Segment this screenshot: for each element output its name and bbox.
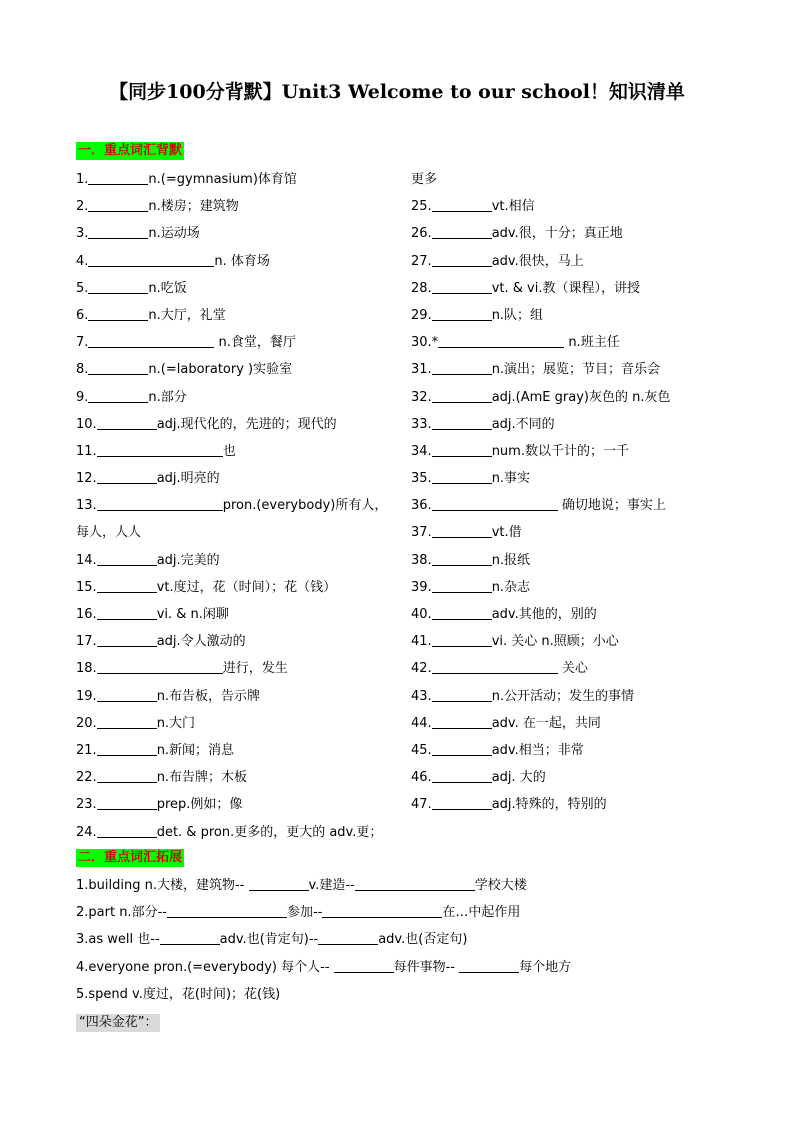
item-number: 4.: [76, 253, 89, 269]
answer-blank[interactable]: [432, 659, 558, 674]
vocab-item: [411, 683, 721, 710]
item-definition: adv.很快，马上: [491, 253, 584, 269]
vocab-item: [411, 302, 721, 329]
item-definition: vi. 关心 n.照顾；小心: [491, 634, 619, 650]
item-definition: 每人，人人: [76, 525, 142, 541]
expansion-item: [76, 954, 726, 981]
item-definition: det. & pron.更多的，更大的 adv.更；: [156, 824, 383, 840]
answer-blank[interactable]: [432, 252, 492, 267]
section-heading-vocabulary: 一．重点词汇背默: [78, 143, 183, 158]
vocab-item: [76, 683, 396, 710]
expansion-text: 参加--: [286, 905, 323, 921]
vocab-item: [411, 519, 721, 546]
expansion-text: 在…中起作用: [442, 905, 521, 921]
answer-blank[interactable]: [432, 360, 492, 375]
item-definition: n.布告板，告示牌: [156, 688, 261, 704]
vocab-item: [411, 275, 721, 302]
item-number: 5.: [76, 280, 89, 296]
item-number: 45.: [411, 742, 432, 758]
item-definition: n.班主任: [564, 335, 620, 351]
item-number: 16.: [76, 607, 97, 622]
answer-blank[interactable]: [167, 903, 287, 918]
vocab-item: [411, 248, 721, 275]
vocab-item: [76, 574, 396, 601]
answer-blank[interactable]: [97, 469, 157, 484]
answer-blank[interactable]: [88, 306, 148, 321]
item-number: 24.: [76, 824, 97, 840]
item-definition: n.(=gymnasium)体育馆: [148, 172, 297, 187]
vocab-item: [76, 166, 396, 193]
answer-blank[interactable]: [88, 252, 214, 267]
answer-blank[interactable]: [432, 469, 492, 484]
item-definition: adj.不同的: [491, 416, 555, 432]
item-definition: adj.完美的: [156, 552, 220, 568]
item-definition: adv.相当；非常: [491, 742, 584, 758]
answer-blank[interactable]: [249, 876, 309, 891]
answer-blank[interactable]: [432, 197, 492, 212]
answer-blank[interactable]: [432, 523, 492, 538]
answer-blank[interactable]: [432, 415, 492, 430]
item-number: 36.: [411, 498, 432, 514]
item-definition: vt.度过，花（时间）；花（钱）: [156, 579, 337, 595]
item-number: 6.: [76, 307, 89, 323]
item-number: 33.: [411, 416, 432, 432]
answer-blank[interactable]: [334, 958, 394, 973]
answer-blank[interactable]: [432, 224, 492, 239]
vocab-item: [411, 492, 721, 519]
answer-blank[interactable]: [97, 496, 223, 511]
item-definition: n.食堂，餐厅: [214, 335, 296, 351]
answer-blank[interactable]: [432, 741, 492, 756]
vocab-item: [411, 384, 721, 411]
item-definition: 进行，发生: [222, 661, 288, 677]
item-definition: n.布告牌；木板: [156, 770, 248, 786]
answer-blank[interactable]: [432, 578, 492, 593]
answer-blank[interactable]: [88, 170, 148, 185]
vocab-item: [76, 601, 396, 628]
vocab-item: [411, 465, 721, 492]
item-definition: adj. 大的: [491, 770, 546, 786]
answer-blank[interactable]: [88, 279, 148, 294]
item-number: 31.: [411, 362, 432, 378]
item-definition: n.队；组: [491, 307, 544, 323]
item-number: 3.: [76, 226, 89, 242]
item-number: 17.: [76, 634, 97, 650]
item-definition: n.大厅，礼堂: [148, 307, 226, 323]
item-definition: n.大门: [156, 715, 196, 731]
answer-blank[interactable]: [88, 224, 148, 239]
answer-blank[interactable]: [97, 768, 157, 783]
item-definition: n.事实: [491, 471, 531, 487]
item-definition: adj.(AmE gray)灰色的 n.灰色: [491, 389, 671, 405]
vocab-item: [76, 465, 396, 492]
answer-blank[interactable]: [97, 823, 157, 838]
expansion-text: 3.as well 也--: [76, 932, 160, 948]
vocab-item: [76, 411, 396, 438]
expansion-text: adv.也(否定句): [378, 932, 468, 948]
answer-blank[interactable]: [432, 768, 492, 783]
answer-blank[interactable]: [432, 388, 492, 403]
item-definition: n.报纸: [491, 552, 531, 568]
answer-blank[interactable]: [88, 388, 148, 403]
vocab-item: [76, 547, 396, 574]
answer-blank[interactable]: [322, 903, 442, 918]
item-definition: n.杂志: [491, 579, 531, 595]
vocab-item: [411, 655, 721, 682]
item-number: 42.: [411, 661, 432, 677]
answer-blank[interactable]: [97, 687, 157, 702]
vocab-item: [411, 574, 721, 601]
page-title: 【同步100分背默】Unit3 Welcome to our school！知识清单: [109, 81, 685, 103]
vocab-item: [411, 710, 721, 737]
item-definition: n.新闻；消息: [156, 742, 235, 758]
expansion-item: [76, 899, 726, 926]
answer-blank[interactable]: [432, 687, 492, 702]
answer-blank[interactable]: [88, 197, 148, 212]
item-number: 28.: [411, 280, 432, 296]
item-number: 1.: [76, 172, 89, 187]
item-number: 26.: [411, 226, 432, 242]
answer-blank[interactable]: [318, 930, 378, 945]
vocab-item: [76, 275, 396, 302]
vocab-item: [76, 628, 396, 655]
expansion-item: [76, 872, 726, 899]
vocab-item: [76, 655, 396, 682]
item-number: 29.: [411, 307, 432, 323]
vocab-item: [411, 737, 721, 764]
answer-blank[interactable]: [97, 714, 157, 729]
item-definition: 更多: [411, 172, 438, 187]
vocab-item: [76, 492, 396, 519]
expansion-text: v.建造--: [308, 878, 355, 893]
item-definition: prep.例如；像: [156, 797, 243, 813]
item-number: 22.: [76, 770, 97, 786]
expansion-text: 2.part n.部分--: [76, 905, 167, 921]
item-number: 10.: [76, 416, 97, 432]
item-definition: n.公开活动；发生的事情: [491, 688, 635, 704]
answer-blank[interactable]: [355, 876, 475, 891]
item-number: 37.: [411, 525, 432, 541]
item-number: 11.: [76, 443, 97, 459]
vocab-item: [76, 384, 396, 411]
answer-blank[interactable]: [432, 632, 492, 647]
item-definition: adj.明亮的: [156, 471, 220, 487]
expansion-item: [76, 981, 726, 1008]
answer-blank[interactable]: [432, 442, 492, 457]
vocab-item: [411, 193, 721, 220]
expansion-text: 学校大楼: [474, 878, 527, 893]
vocab-item: [411, 329, 721, 356]
expansion-text: 4.everyone pron.(=everybody) 每个人--: [76, 959, 334, 975]
answer-blank[interactable]: [97, 605, 157, 620]
expansion-item: [76, 926, 726, 953]
item-number: 44.: [411, 715, 432, 731]
item-number: 43.: [411, 688, 432, 704]
vocab-item: [411, 166, 721, 193]
answer-blank[interactable]: [97, 659, 223, 674]
item-definition: adv. 在一起，共同: [491, 715, 601, 731]
expansion-text: 1.building n.大楼，建筑物--: [76, 878, 249, 893]
item-number: 13.: [76, 498, 97, 514]
answer-blank[interactable]: [432, 605, 492, 620]
item-definition: vt.借: [491, 525, 522, 541]
item-number: 21.: [76, 742, 97, 758]
answer-blank[interactable]: [432, 306, 492, 321]
vocab-item: [411, 601, 721, 628]
item-definition: n.楼房；建筑物: [148, 199, 239, 215]
item-number: 41.: [411, 634, 432, 650]
answer-blank[interactable]: [432, 551, 492, 566]
item-number: 9.: [76, 389, 89, 405]
item-number: 34.: [411, 443, 432, 459]
item-number: 47.: [411, 797, 432, 813]
item-number: 39.: [411, 579, 432, 595]
vocab-item: [76, 438, 396, 465]
expansion-text: 每个地方: [519, 959, 572, 975]
vocab-item: [411, 791, 721, 818]
section-heading-expansion: 二．重点词汇拓展: [78, 850, 183, 865]
vocab-column-left: [76, 166, 396, 846]
item-definition: adv.其他的，别的: [491, 607, 597, 622]
item-definition: adv.很，十分；真正地: [491, 226, 623, 242]
vocab-item: [76, 819, 396, 846]
item-number: 30.*: [411, 335, 439, 351]
vocab-item: [411, 547, 721, 574]
answer-blank[interactable]: [97, 795, 157, 810]
item-definition: 确切地说；事实上: [557, 498, 666, 514]
vocab-item: [411, 356, 721, 383]
vocab-item: [76, 791, 396, 818]
vocab-column-right: [411, 166, 721, 819]
vocab-item: [76, 220, 396, 247]
item-definition: 关心: [557, 661, 588, 677]
item-number: 15.: [76, 579, 97, 595]
item-number: 25.: [411, 199, 432, 215]
four-golden-flowers-label: “四朵金花”：: [76, 1014, 160, 1032]
item-number: 14.: [76, 552, 97, 568]
item-number: 18.: [76, 661, 97, 677]
vocab-item: [76, 193, 396, 220]
item-number: 12.: [76, 471, 97, 487]
item-definition: vi. & n.闲聊: [156, 607, 229, 622]
item-definition: n.(=laboratory )实验室: [148, 362, 293, 378]
answer-blank[interactable]: [432, 279, 492, 294]
answer-blank[interactable]: [438, 333, 564, 348]
answer-blank[interactable]: [97, 442, 223, 457]
item-definition: num.数以千计的；一千: [491, 443, 629, 459]
item-definition: adj.特殊的，特别的: [491, 797, 607, 813]
answer-blank[interactable]: [97, 632, 157, 647]
item-definition: n.运动场: [148, 226, 200, 242]
vocab-item: [76, 519, 396, 546]
item-number: 32.: [411, 389, 432, 405]
item-definition: n.吃饭: [148, 280, 187, 296]
vocab-item: [76, 356, 396, 383]
vocab-item: [76, 737, 396, 764]
item-number: 20.: [76, 715, 97, 731]
answer-blank[interactable]: [432, 795, 492, 810]
expansion-text: 5.spend v.度过，花(时间)；花(钱): [76, 986, 281, 1002]
item-definition: pron.(everybody)所有人，: [222, 498, 388, 514]
expansion-list: [76, 872, 726, 1008]
vocab-item: [76, 302, 396, 329]
item-definition: n.演出；展览；节目；音乐会: [491, 362, 661, 378]
item-definition: n.部分: [148, 389, 187, 405]
answer-blank[interactable]: [459, 958, 519, 973]
item-number: 35.: [411, 471, 432, 487]
item-number: 19.: [76, 688, 97, 704]
vocab-item: [76, 329, 396, 356]
item-number: 38.: [411, 552, 432, 568]
answer-blank[interactable]: [97, 415, 157, 430]
answer-blank[interactable]: [97, 741, 157, 756]
vocab-item: [411, 220, 721, 247]
vocab-item: [411, 438, 721, 465]
expansion-text: 每件事物--: [393, 959, 460, 975]
item-definition: vt. & vi.教（课程），讲授: [491, 280, 640, 296]
answer-blank[interactable]: [432, 714, 492, 729]
answer-blank[interactable]: [97, 551, 157, 566]
item-number: 23.: [76, 797, 97, 813]
vocab-item: [76, 710, 396, 737]
item-definition: n. 体育场: [214, 253, 270, 269]
vocab-item: [411, 764, 721, 791]
item-definition: adj.现代化的，先进的；现代的: [156, 416, 337, 432]
answer-blank[interactable]: [160, 930, 220, 945]
answer-blank[interactable]: [97, 578, 157, 593]
expansion-text: adv.也(肯定句)--: [219, 932, 319, 948]
vocab-item: [76, 248, 396, 275]
item-number: 27.: [411, 253, 432, 269]
vocab-item: [411, 411, 721, 438]
item-number: 46.: [411, 770, 432, 786]
item-number: 7.: [76, 335, 89, 351]
item-number: 40.: [411, 607, 432, 622]
answer-blank[interactable]: [88, 333, 214, 348]
answer-blank[interactable]: [88, 360, 148, 375]
item-number: 2.: [76, 199, 89, 215]
item-definition: 也: [222, 443, 236, 459]
item-definition: adj.令人激动的: [156, 634, 246, 650]
answer-blank[interactable]: [432, 496, 558, 511]
vocab-item: [76, 764, 396, 791]
vocab-item: [411, 628, 721, 655]
item-definition: vt.相信: [491, 199, 535, 215]
item-number: 8.: [76, 362, 89, 378]
